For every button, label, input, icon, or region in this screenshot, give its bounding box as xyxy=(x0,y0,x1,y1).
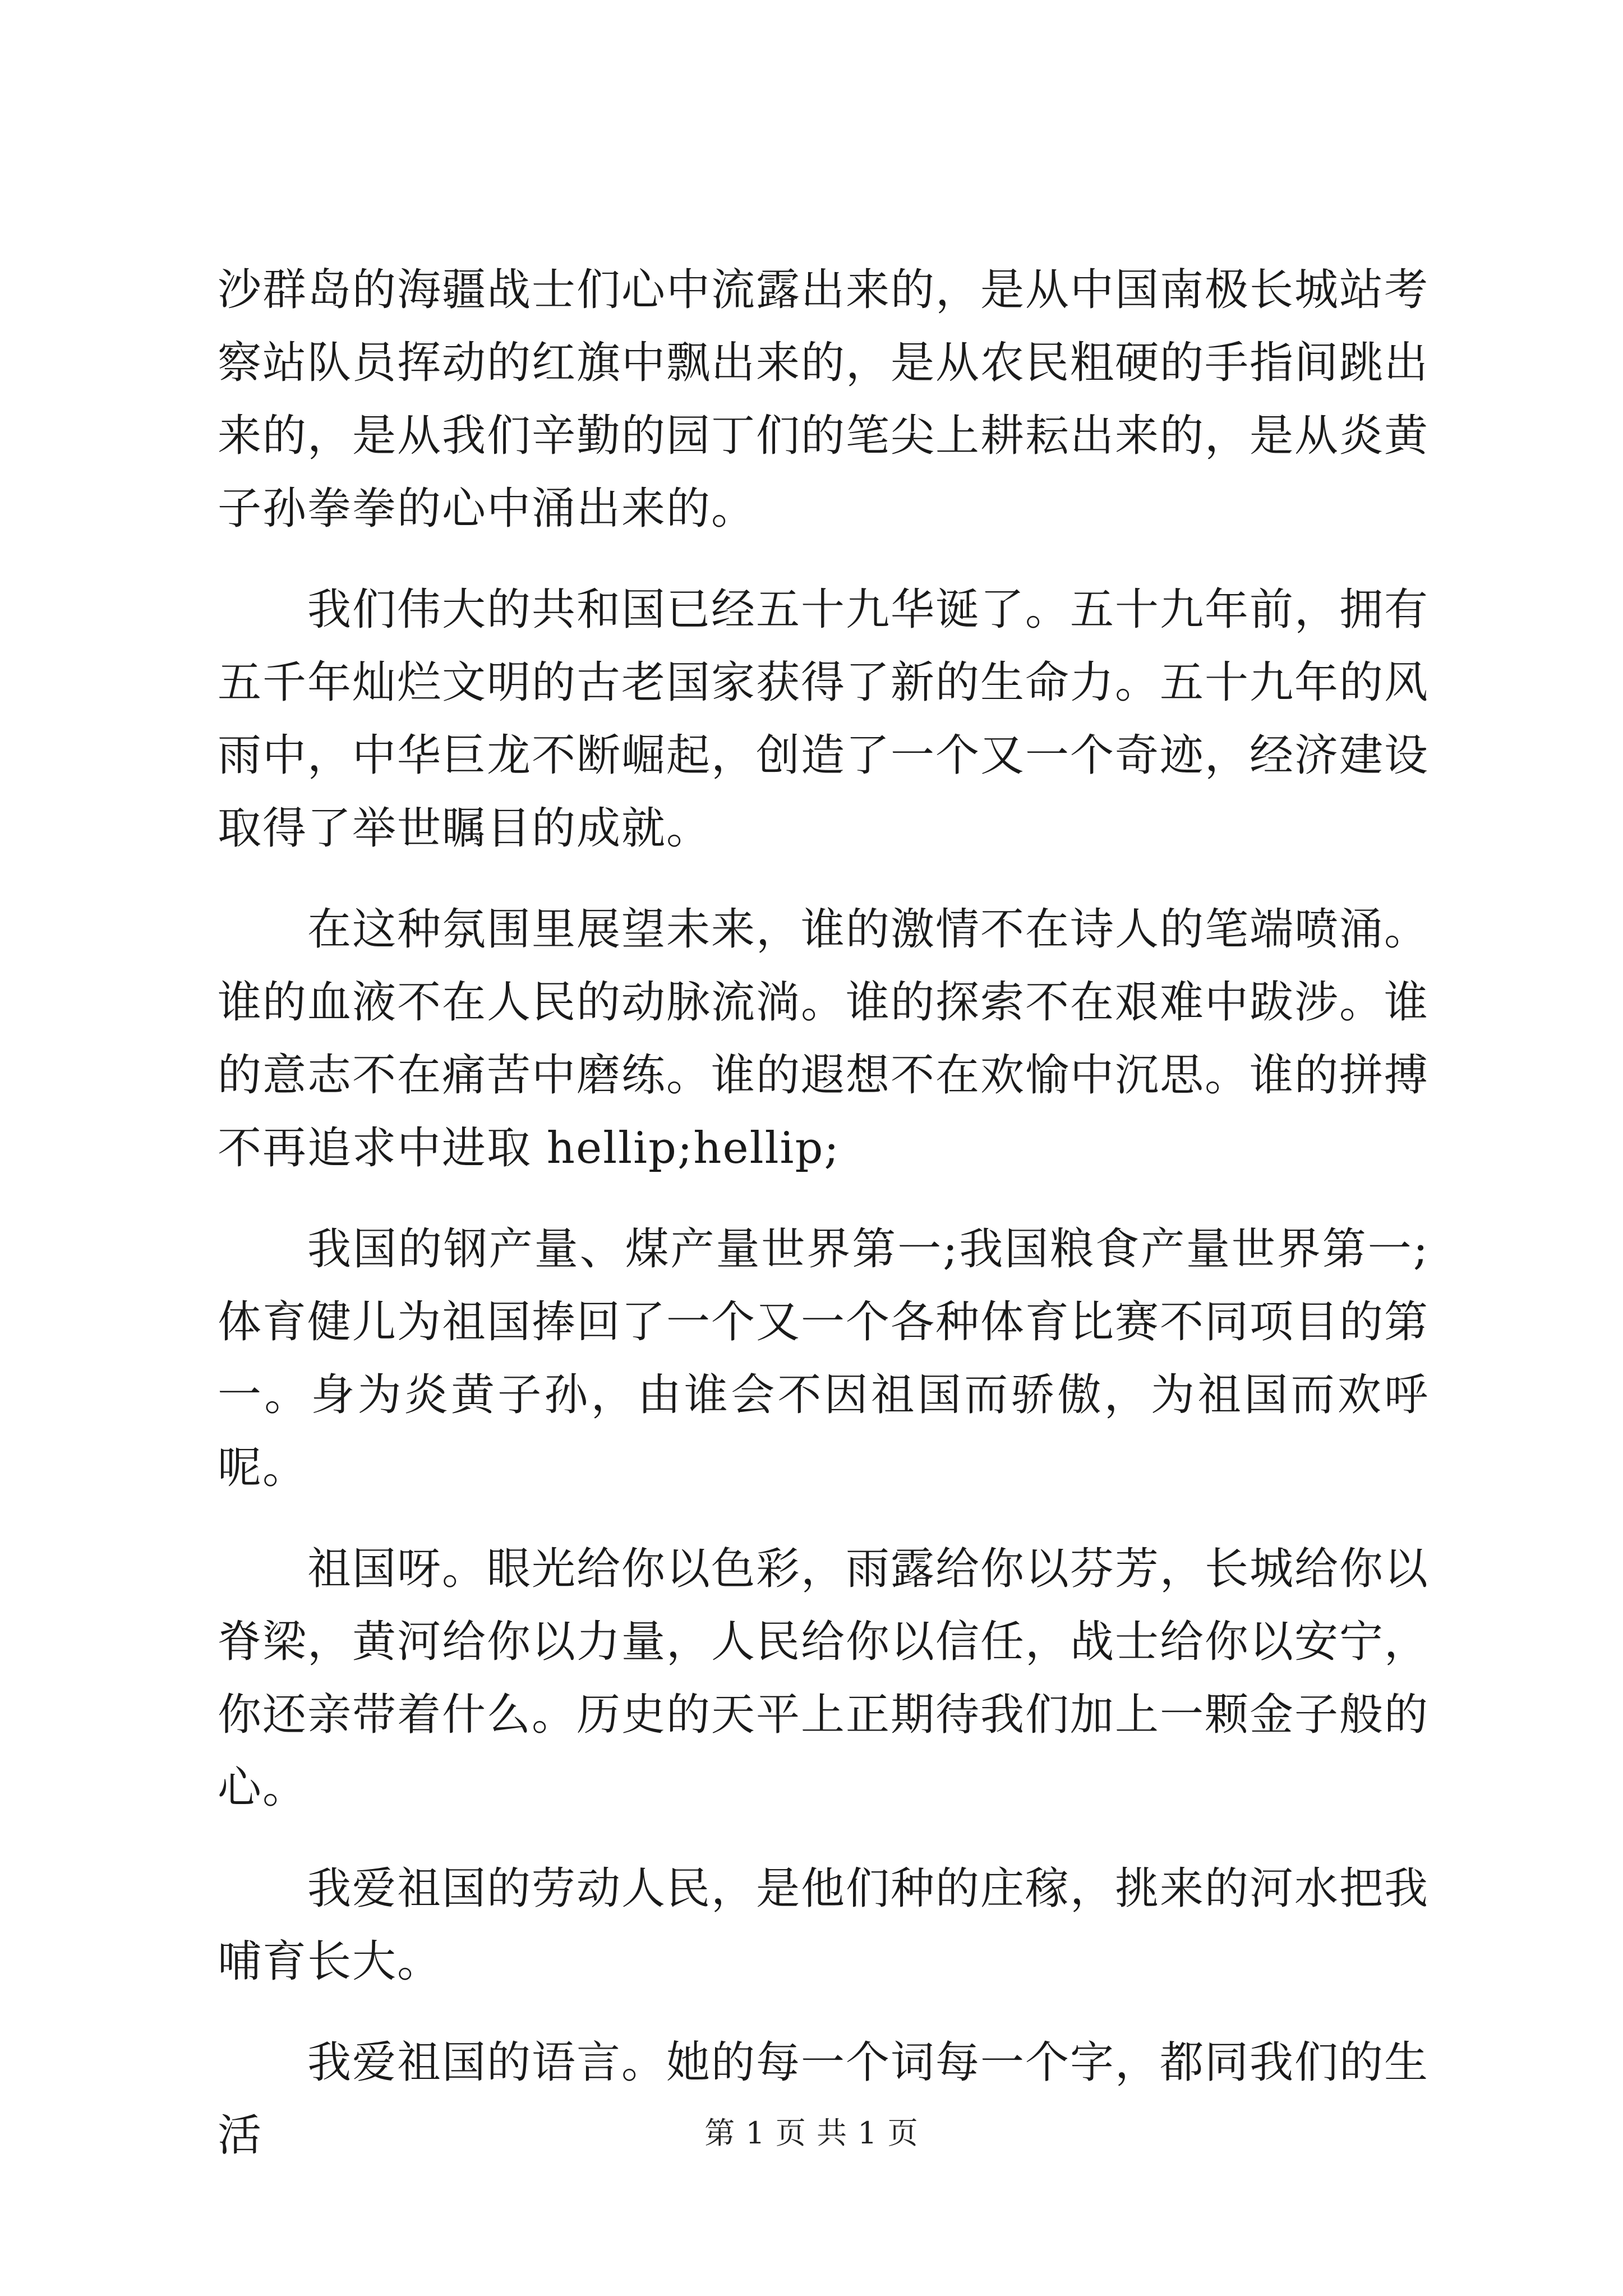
paragraph-4: 我国的钢产量、煤产量世界第一;我国粮食产量世界第一;体育健儿为祖国捧回了一个又一个各种体育比赛不同项目的第一。身为炎黄子孙，由谁会不因祖国而骄傲，为祖国而欢呼呢。 xyxy=(218,1224,1430,1493)
paragraph-1: 沙群岛的海疆战士们心中流露出来的，是从中国南极长城站考察站队员挥动的红旗中飘出来的，是从农民粗硬的手指间跳出来的，是从我们辛勤的园丁们的笔尖上耕耘出来的，是从炎黄子孙拳拳的心中涌出来的。 xyxy=(218,265,1430,534)
paragraph-3: 在这种氛围里展望未来，谁的激情不在诗人的笔端喷涌。谁的血液不在人民的动脉流淌。谁的探索不在艰难中跋涉。谁的意志不在痛苦中磨练。谁的遐想不在欢愉中沉思。谁的拼搏不再追求中进取 hellip;hellip; xyxy=(218,904,1430,1174)
paragraph-7: 我爱祖国的语言。她的每一个词每一个字，都同我们的生活 xyxy=(218,2037,1430,2161)
paragraph-5: 祖国呀。眼光给你以色彩，雨露给你以芬芳，长城给你以脊梁，黄河给你以力量，人民给你以信任，战士给你以安宁，你还亲带着什么。历史的天平上正期待我们加上一颗金子般的心。 xyxy=(218,1544,1430,1813)
paragraph-2: 我们伟大的共和国已经五十九华诞了。五十九年前，拥有五千年灿烂文明的古老国家获得了新的生命力。五十九年的风雨中，中华巨龙不断崛起，创造了一个又一个奇迹，经济建设取得了举世瞩目的成就。 xyxy=(218,585,1430,854)
page-number-footer: 第 1 页 共 1 页 xyxy=(704,2115,919,2151)
paragraph-6: 我爱祖国的劳动人民，是他们种的庄稼，挑来的河水把我哺育长大。 xyxy=(218,1864,1430,1987)
document-body xyxy=(218,254,1429,2200)
